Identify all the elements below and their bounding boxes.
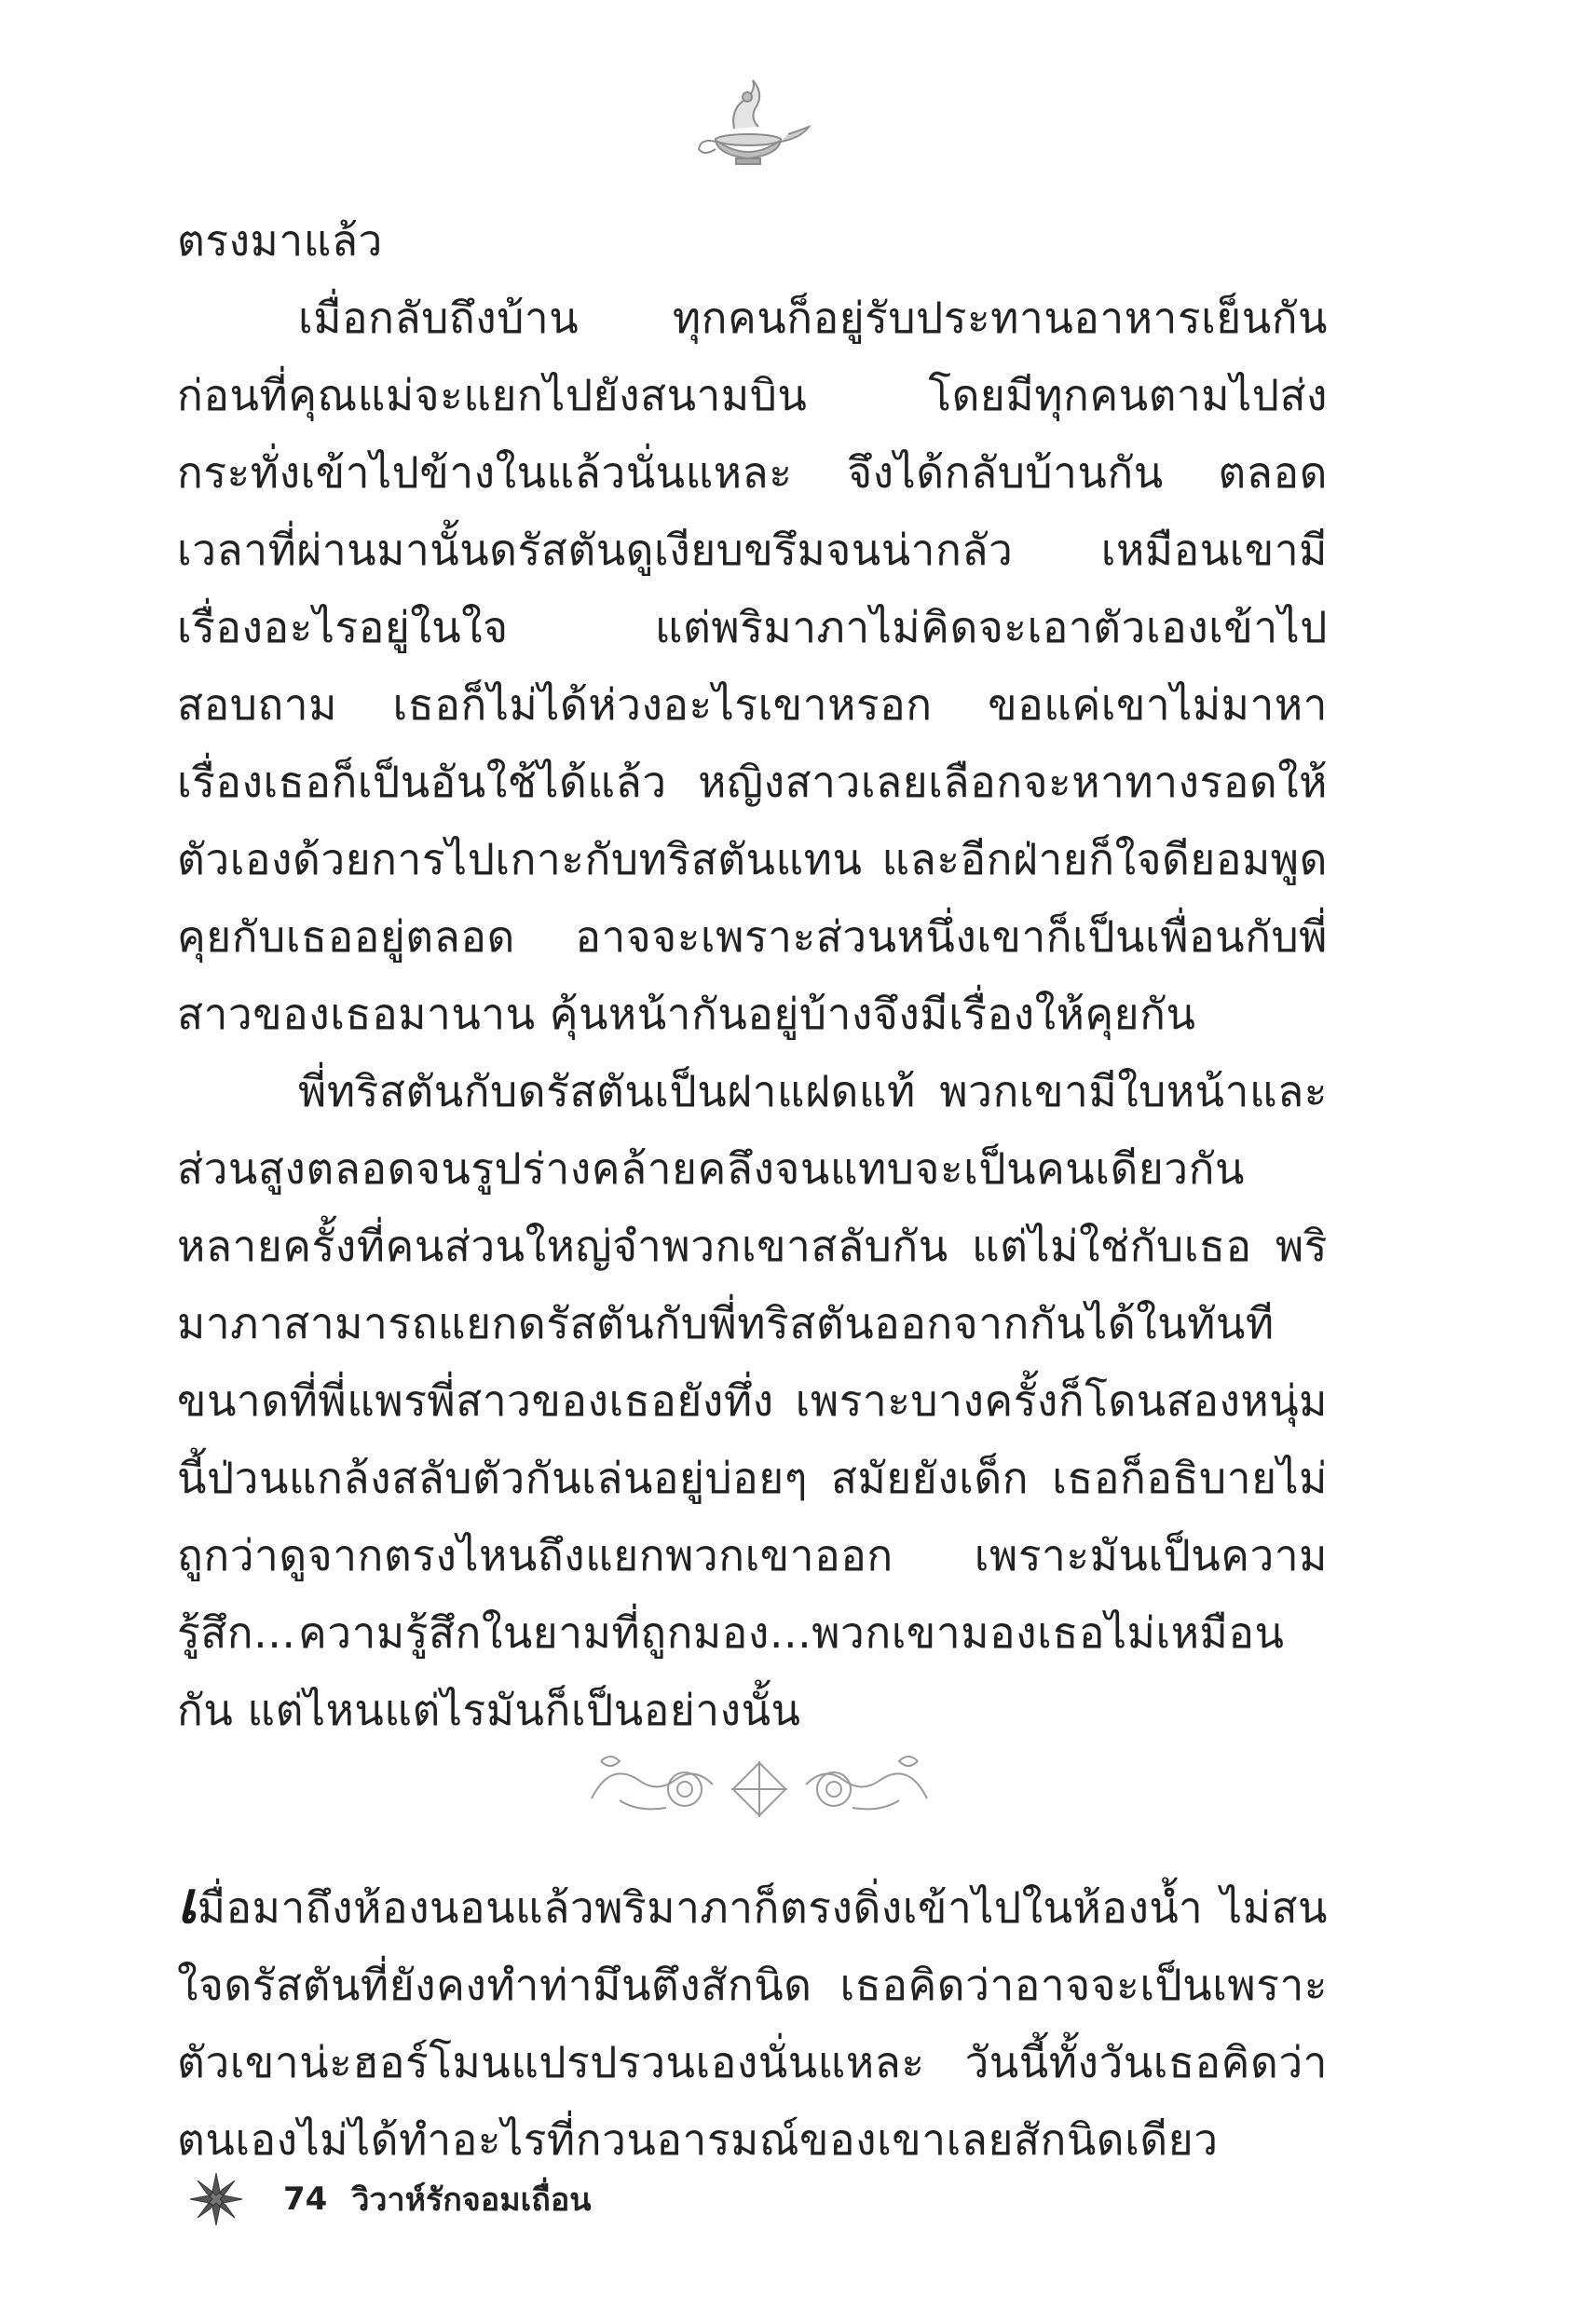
drop-cap: เ <box>177 1868 198 1936</box>
paragraph-5 <box>177 1864 1328 2179</box>
paragraph-4: ความรู้สึกในยามที่ถูกมอง...พวกเขามองเธอไม่เหมือนกัน แต่ไหนแต่ไรมันก็เป็นอย่างนั้น <box>177 1607 1285 1735</box>
paragraph-3: พี่ทริสตันกับดรัสตันเป็นฝาแฝดแท้ พวกเขามีใบหน้าและส่วนสูงตลอดจนรูปร่างคล้ายคลึงจนแทบจะเป็นคนเดียวกัน หลายครั้งที่คนส่วนใหญ่จำพวกเขาสลับกัน แต่ไม่ใช่กับเธอ พริมาภาสามารถแยกดรัสตันกับพี่ทริสตันออกจากกันได้ในทันที ขนาดที่พี่แพรพี่สาวของเธอยังทึ่ง เพราะบางครั้งก็โดนสองหนุ่มนี้ป่วนแกล้งสลับตัวกันเล่นอยู่บ่อยๆ สมัยยังเด็ก เธอก็อธิบายไม่ถูกว่าดูจากตรงไหนถึงแยกพวกเขาออก เพราะมันเป็นความรู้สึก... <box>177 1066 1328 1658</box>
paragraph-1: ตรงมาแล้ว <box>177 215 383 266</box>
book-title: วิวาห์รักจอมเถื่อน <box>351 2181 592 2219</box>
flower-icon <box>186 2169 246 2229</box>
paragraph-2: เมื่อกลับถึงบ้าน ทุกคนก็อยู่รับประทานอาหารเย็นกันก่อนที่คุณแม่จะแยกไปยังสนามบิน โดยมีทุกคนตามไปส่ง กระทั่งเข้าไปข้างในแล้วนั่นแหละ จึงได้กลับบ้านกัน ตลอดเวลาที่ผ่านมานั้นดรัสตันดูเงียบขรึมจนน่ากลัว เหมือนเขามีเรื่องอะไรอยู่ในใจ แต่พริมาภาไม่คิดจะเอาตัวเองเข้าไปสอบถาม เธอก็ไม่ได้ห่วงอะไรเขาหรอก ขอแค่เขาไม่มาหาเรื่องเธอก็เป็นอันใช้ได้แล้ว หญิงสาวเลยเลือกจะหาทางรอดให้ตัวเองด้วยการไปเกาะกับทริสตันแทน และอีกฝ่ายก็ใจดียอมพูดคุยกับเธออยู่ตลอด อาจจะเพราะส่วนหนึ่งเขาก็เป็นเพื่อนกับพี่สาวของเธอมานาน คุ้นหน้ากันอยู่บ้างจึงมีเรื่องให้คุยกัน <box>177 293 1328 1039</box>
paragraph-5-text: มื่อมาถึงห้องนอนแล้วพริมาภาก็ตรงดิ่งเข้าไปในห้องน้ำ ไม่สนใจดรัสตันที่ยังคงทำท่ามึนตึงสักนิด เธอคิดว่าอาจจะเป็นเพราะตัวเขาน่ะฮอร์โมนแปรปรวนเองนั่นแหละ วันนี้ทั้งวันเธอคิดว่าตนเองไม่ได้ทำอะไรที่กวนอารมณ์ของเขาเลยสักนิดเดียว <box>177 1882 1328 2165</box>
page-number: 74 <box>283 2181 328 2218</box>
page-footer <box>186 2167 592 2232</box>
magic-lamp-icon <box>678 73 818 175</box>
floral-ornament-icon <box>582 1743 936 1826</box>
